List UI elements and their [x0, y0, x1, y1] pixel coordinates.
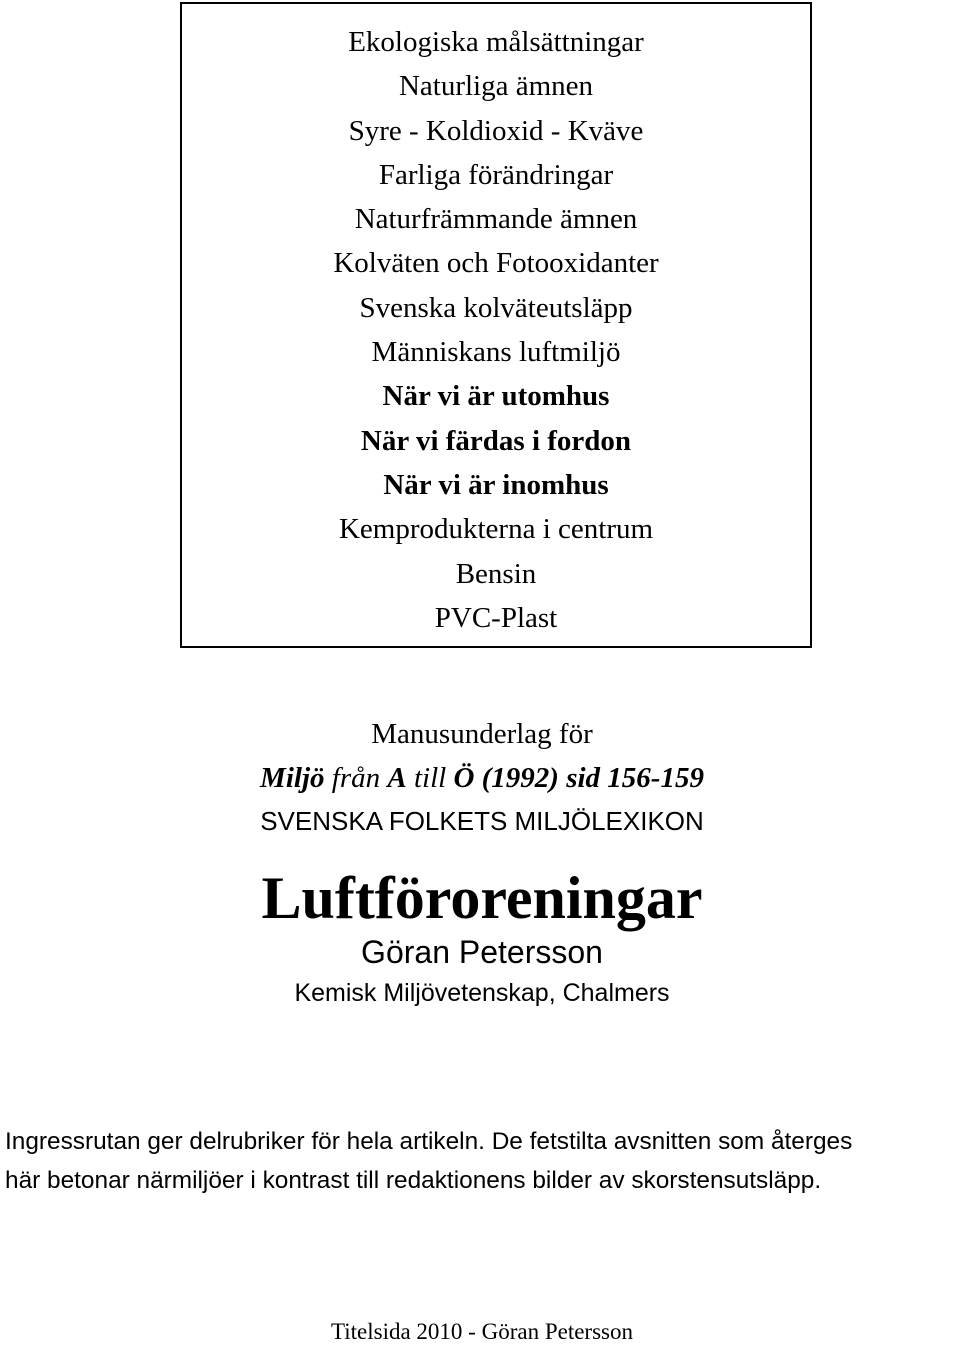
toc-item: Farliga förändringar — [378, 158, 614, 191]
author-affiliation: Kemisk Miljövetenskap, Chalmers — [294, 979, 670, 1007]
toc-item: Svenska kolväteutsläpp — [359, 291, 633, 324]
book-title-fran: från — [324, 762, 388, 794]
contents-box — [180, 2, 812, 648]
lexikon-name: SVENSKA FOLKETS MILJÖLEXIKON — [260, 806, 704, 836]
toc-item: Kolväten och Fotooxidanter — [333, 247, 659, 280]
title-block — [0, 712, 960, 1011]
book-title-till: till — [406, 762, 454, 794]
article-title: Luftföroreningar — [261, 865, 703, 931]
book-title-a: A — [387, 762, 407, 794]
toc-item: PVC-Plast — [434, 601, 558, 634]
author-name: Göran Petersson — [361, 934, 603, 970]
toc-item-bold: När vi är inomhus — [383, 468, 609, 501]
book-title-miljo: Miljö — [260, 762, 325, 794]
intro-paragraph — [5, 1122, 960, 1200]
toc-item-bold: När vi är utomhus — [382, 380, 610, 413]
toc-item: Kemprodukterna i centrum — [338, 513, 654, 546]
book-title-o-pages: Ö (1992) sid 156-159 — [453, 762, 704, 794]
toc-item: Syre - Koldioxid - Kväve — [348, 114, 644, 147]
toc-item: Bensin — [455, 557, 537, 590]
intro-line: Ingressrutan ger delrubriker för hela artikeln. De fetstilta avsnitten som återges — [5, 1128, 853, 1155]
book-reference — [0, 756, 960, 800]
toc-item: Människans luftmiljö — [371, 336, 621, 369]
manuscript-label: Manusunderlag för — [371, 718, 593, 750]
toc-item: Naturfrämmande ämnen — [354, 203, 638, 236]
toc-item: Ekologiska målsättningar — [348, 26, 644, 58]
toc-item-bold: När vi färdas i fordon — [360, 424, 632, 457]
intro-line: här betonar närmiljöer i kontrast till redaktionens bilder av skorstensutsläpp. — [5, 1167, 822, 1194]
page-footer: Titelsida 2010 - Göran Petersson — [331, 1319, 633, 1344]
toc-item: Naturliga ämnen — [398, 70, 594, 103]
